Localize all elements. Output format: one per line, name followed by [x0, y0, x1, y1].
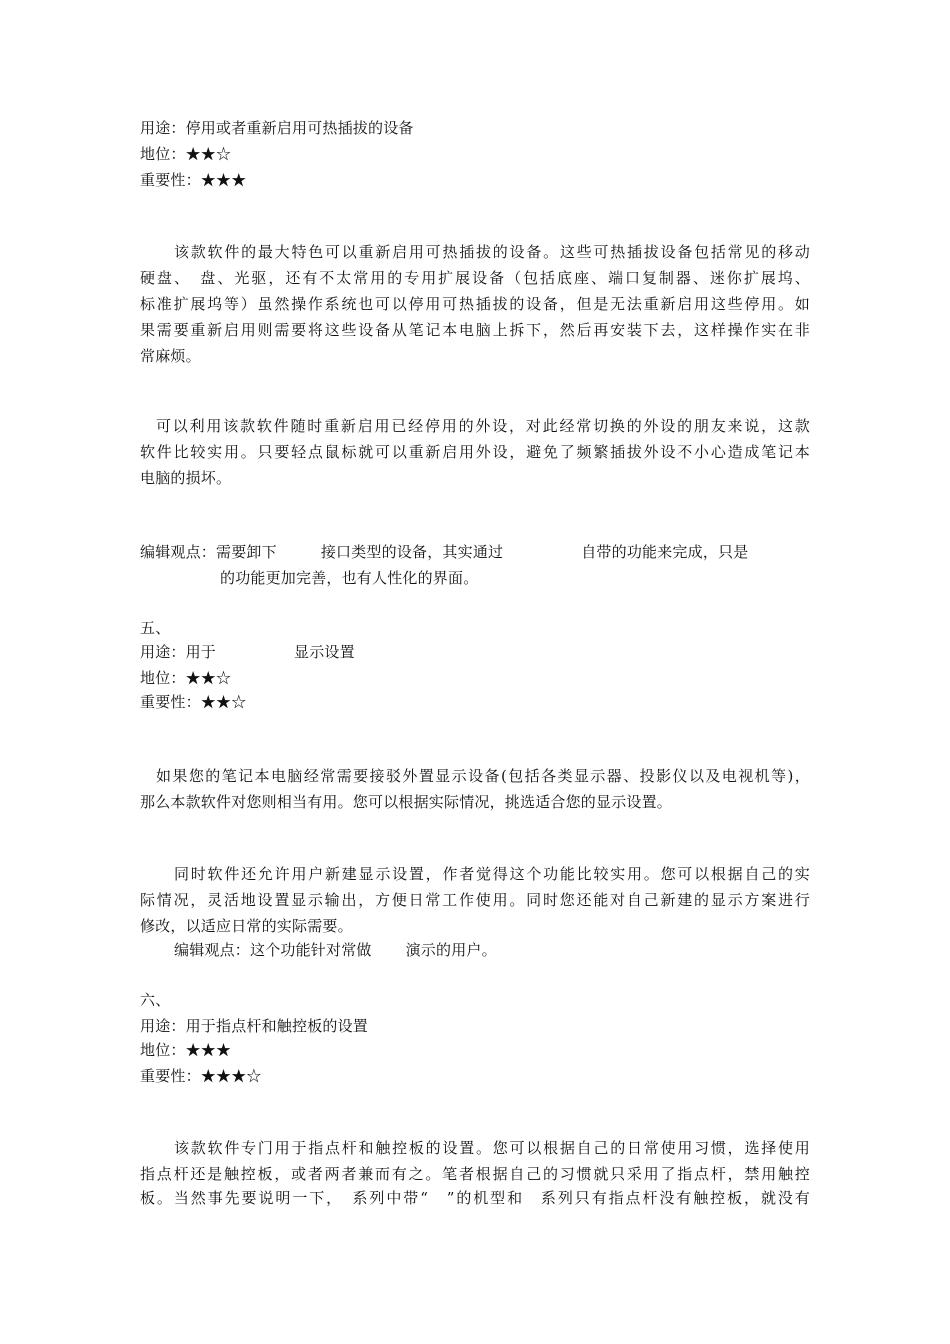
section-heading: 五、 [140, 619, 171, 637]
importance-rating: 重要性：★★☆ [140, 693, 247, 711]
editor-text: 演示的用户。 [405, 941, 497, 959]
paragraph-line: 硬盘、 盘、光驱，还有不太常用的专用扩展设备（包括底座、端口复制器、迷你扩展坞、 [140, 269, 810, 287]
importance-rating: 重要性：★★★ [140, 171, 247, 189]
usage-text: 显示设置 [294, 643, 355, 661]
usage-line [140, 642, 355, 662]
editor-text: 编辑观点：这个功能针对常做 [174, 941, 372, 959]
editor-text: 编辑观点：需要卸下 [140, 543, 277, 561]
paragraph-line: 如果您的笔记本电脑经常需要接驳外置显示设备(包括各类显示器、投影仪以及电视机等)， [156, 767, 810, 785]
paragraph-line: 指点杆还是触控板，或者两者兼而有之。笔者根据自己的习惯就只采用了指点杆，禁用触控 [140, 1165, 810, 1183]
paragraph-line: 可以利用该款软件随时重新启用已经停用的外设，对此经常切换的外设的朋友来说，这款 [156, 417, 810, 435]
editor-opinion [174, 940, 497, 960]
usage-line: 用途：用于指点杆和触控板的设置 [140, 1017, 369, 1035]
paragraph-line: 际情况，灵活地设置显示输出，方便日常工作使用。同时您还能对自己新建的显示方案进行 [140, 891, 810, 909]
usage-line: 用途：停用或者重新启用可热插拔的设备 [140, 119, 414, 137]
paragraph-line: 那么本款软件对您则相当有用。您可以根据实际情况，挑选适合您的显示设置。 [140, 793, 673, 811]
paragraph-line: 常麻烦。 [140, 347, 201, 365]
paragraph-line: 修改，以适应日常的实际需要。 [140, 917, 353, 935]
paragraph-line: 板。当然事先要说明一下， 系列中带“ ”的机型和 系列只有指点杆没有触控板，就没有 [140, 1189, 810, 1207]
paragraph-line: 该款软件的最大特色可以重新启用可热插拔的设备。这些可热插拔设备包括常见的移动 [174, 243, 810, 261]
editor-opinion [140, 542, 748, 562]
paragraph-line: 该款软件专门用于指点杆和触控板的设置。您可以根据自己的日常使用习惯，选择使用 [174, 1139, 810, 1157]
paragraph-line: 软件比较实用。只要轻点鼠标就可以重新启用外设，避免了频繁插拔外设不小心造成笔记本 [140, 443, 810, 461]
usage-text: 用途：用于 [140, 643, 217, 661]
importance-rating: 重要性：★★★☆ [140, 1067, 262, 1085]
editor-text: 接口类型的设备，其实通过 [320, 543, 504, 561]
status-rating: 地位：★★★ [140, 1041, 232, 1059]
editor-opinion-line2: 的功能更加完善，也有人性化的界面。 [220, 569, 479, 587]
paragraph-line: 标准扩展坞等）虽然操作系统也可以停用可热插拔的设备，但是无法重新启用这些停用。如 [140, 295, 810, 313]
paragraph-line: 同时软件还允许用户新建显示设置，作者觉得这个功能比较实用。您可以根据自己的实 [174, 865, 810, 883]
status-rating: 地位：★★☆ [140, 145, 232, 163]
section-heading: 六、 [140, 991, 171, 1009]
paragraph-line: 果需要重新启用则需要将这些设备从笔记本电脑上拆下，然后再安装下去，这样操作实在非 [140, 321, 810, 339]
editor-text: 自带的功能来完成，只是 [581, 543, 749, 561]
status-rating: 地位：★★☆ [140, 669, 232, 687]
paragraph-line: 电脑的损坏。 [140, 469, 232, 487]
